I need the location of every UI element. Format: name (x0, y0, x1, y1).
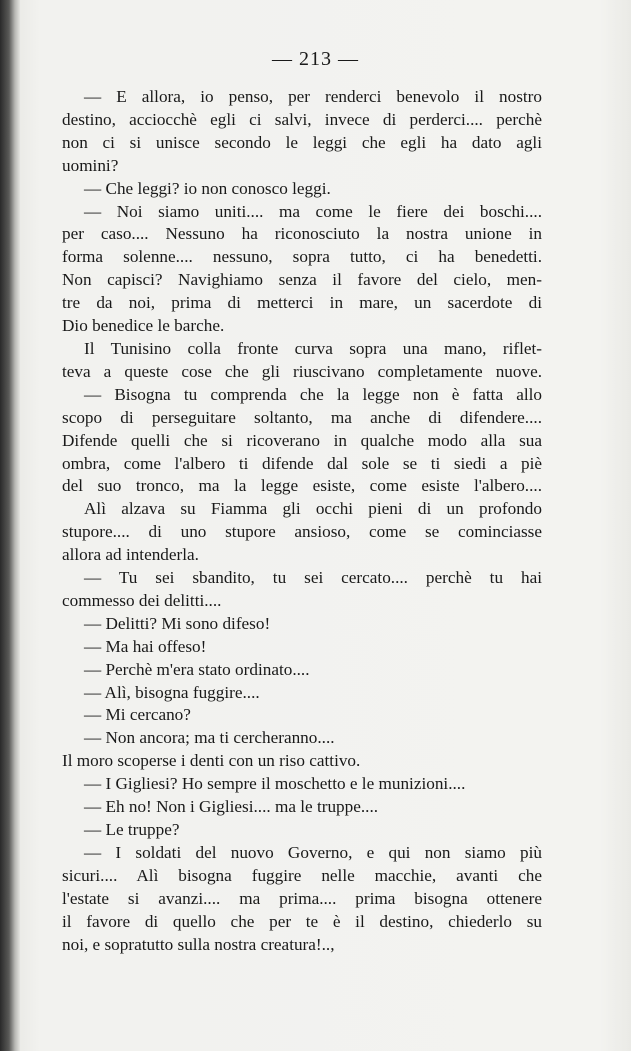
text-line: — E allora, io penso, per renderci benevolo il nostro (84, 87, 542, 106)
text-line: destino, acciocchè egli ci salvi, invece di perderci.... perchè (62, 109, 542, 129)
text-line: scopo di perseguitare soltanto, ma anche di difendere.... (62, 407, 542, 427)
text-line: Non capisci? Navighiamo senza il favore del cielo, men- (62, 270, 542, 290)
text-line: — Le truppe? (84, 820, 180, 839)
text-line: Il moro scoperse i denti con un riso cattivo. (62, 751, 361, 771)
text-line: commesso dei delitti.... (62, 590, 222, 610)
text-line: — Mi cercano? (84, 705, 191, 725)
text-line: sicuri.... Alì bisogna fuggire nelle macchie, avanti che (62, 865, 542, 885)
text-line: — Delitti? Mi sono difeso! (84, 613, 271, 633)
text-line: per caso.... Nessuno ha riconosciuto la nostra unione in (62, 224, 542, 244)
text-line: l'estate si avanzi.... ma prima.... prima bisogna ottenere (62, 888, 542, 908)
text-line: — Tu sei sbandito, tu sei cercato.... perchè tu hai (84, 568, 542, 588)
page-number: — 213 — (272, 48, 359, 70)
text-line: — Ma hai offeso! (84, 636, 207, 656)
text-line: il favore di quello che per te è il destino, chiederlo su (62, 911, 542, 931)
text-line: — Eh no! Non i Gigliesi.... ma le truppe.... (84, 797, 379, 817)
text-line: uomini? (62, 155, 119, 175)
text-line: del suo tronco, ma la legge esiste, come esiste l'albero.... (62, 476, 542, 496)
book-spine-shadow (0, 0, 20, 1051)
text-line: tre da noi, prima di metterci in mare, un sacerdote di (62, 293, 542, 313)
text-line: ombra, come l'albero ti difende dal sole se ti siedi a piè (62, 453, 542, 473)
text-line: stupore.... di uno stupore ansioso, come se cominciasse (62, 522, 542, 542)
text-line: Difende quelli che si ricoverano in qualche modo alla sua (62, 430, 542, 450)
text-line: Alì alzava su Fiamma gli occhi pieni di un profondo (84, 499, 542, 519)
text-line: — I soldati del nuovo Governo, e qui non siamo più (84, 842, 542, 862)
text-line: — Noi siamo uniti.... ma come le fiere dei boschi.... (84, 201, 542, 221)
text-line: — Alì, bisogna fuggire.... (84, 682, 260, 702)
text-line: noi, e sopratutto sulla nostra creatura!.., (62, 934, 335, 954)
text-line: — Bisogna tu comprenda che la legge non è fatta allo (84, 384, 542, 404)
text-line: teva a queste cose che gli riuscivano completamente nuove. (62, 361, 542, 381)
page-text (62, 86, 542, 956)
text-line: non ci si unisce secondo le leggi che egli ha dato agli (62, 132, 542, 152)
text-line: forma solenne.... nessuno, sopra tutto, ci ha benedetti. (62, 247, 542, 267)
text-line: allora ad intenderla. (62, 545, 199, 565)
text-line: Dio benedice le barche. (62, 316, 225, 336)
text-line: — I Gigliesi? Ho sempre il moschetto e le munizioni.... (84, 774, 466, 794)
text-line: — Non ancora; ma ti cercheranno.... (84, 728, 335, 748)
text-line: Il Tunisino colla fronte curva sopra una mano, riflet- (84, 338, 542, 358)
text-line: — Perchè m'era stato ordinato.... (84, 659, 310, 679)
text-line: — Che leggi? io non conosco leggi. (84, 178, 331, 198)
